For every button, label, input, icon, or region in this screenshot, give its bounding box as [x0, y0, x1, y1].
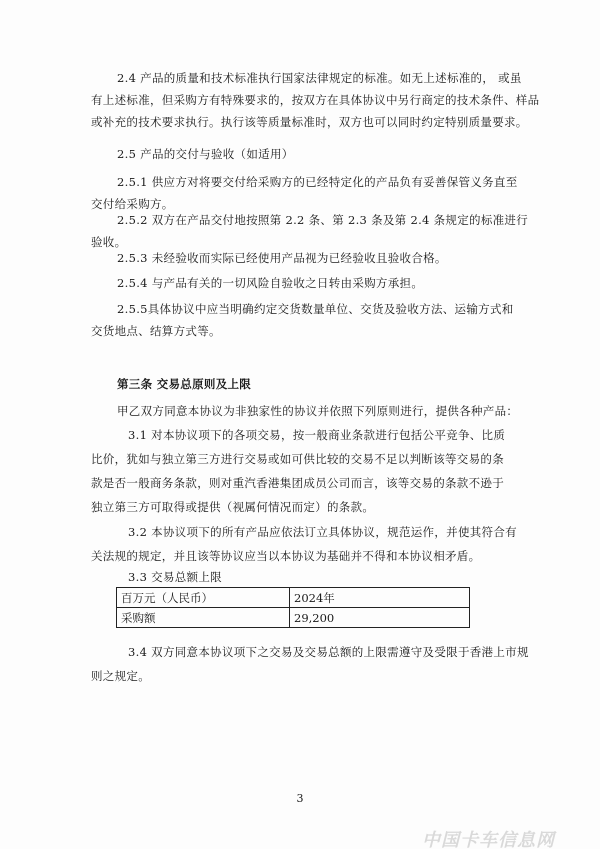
table-row-value: 29,200 — [290, 608, 470, 628]
table-row — [117, 588, 470, 608]
watermark-logo: 中国卡车信息网 — [422, 830, 555, 851]
clause-2-5-5-line-1: 2.5.5具体协议中应当明确约定交货数量单位、交货及验收方法、运输方式和 — [117, 302, 514, 316]
clause-2-5-4: 2.5.4 与产品有关的一切风险自验收之日转由采购方承担。 — [117, 276, 424, 290]
clause-2-5-3: 2.5.3 未经验收而实际已经使用产品视为已经验收且验收合格。 — [117, 251, 447, 265]
clause-3-1-line-4: 独立第三方可取得或提供（视属何情况而定）的条款。 — [91, 500, 375, 514]
clause-2-5-1-line-1: 2.5.1 供应方对将要交付给采购方的已经特定化的产品负有妥善保管义务直至 — [117, 175, 518, 189]
table-header-year: 2024年 — [290, 588, 470, 608]
clause-2-5-2-line-2: 验收。 — [91, 235, 127, 249]
clause-3-2-line-2: 关法规的规定，并且该等协议应当以本协议为基础并不得和本协议相矛盾。 — [91, 549, 481, 563]
table-header-unit: 百万元（人民币） — [117, 588, 290, 608]
article-3-heading: 第三条 交易总原则及上限 — [117, 377, 252, 391]
clause-2-4-line-2: 有上述标准，但采购方有特殊要求的，按双方在具体协议中另行商定的技术条件、样品 — [91, 93, 540, 107]
clause-3-3-title: 3.3 交易总额上限 — [128, 570, 222, 584]
table-row-label: 采购额 — [117, 608, 290, 628]
clause-3-1-line-2: 比价，犹如与独立第三方进行交易或如可供比较的交易不足以判断该等交易的条 — [91, 452, 504, 466]
page-number: 3 — [296, 792, 304, 805]
clause-2-4-line-3: 或补充的技术要求执行。执行该等质量标准时，双方也可以同时约定特别质量要求。 — [91, 115, 528, 129]
clause-2-5-2-line-1: 2.5.2 双方在产品交付地按照第 2.2 条、第 2.3 条及第 2.4 条规定的标准进行 — [117, 213, 529, 227]
article-3-intro: 甲乙双方同意本协议为非独家性的协议并依照下列原则进行，提供各种产品： — [117, 404, 519, 418]
clause-2-4-line-1: 2.4 产品的质量和技术标准执行国家法律规定的标准。如无上述标准的， 或虽 — [117, 71, 522, 85]
table-row — [117, 608, 470, 628]
clause-3-4-line-2: 则之规定。 — [91, 669, 150, 683]
clause-2-5-5-line-2: 交货地点、结算方式等。 — [91, 324, 221, 338]
clause-2-5-1-line-2: 交付给采购方。 — [91, 197, 174, 211]
clause-3-1-line-3: 款是否一般商务条款，则对重汽香港集团成员公司而言，该等交易的条款不逊于 — [91, 476, 504, 490]
clause-3-4-line-1: 3.4 双方同意本协议项下之交易及交易总额的上限需遵守及受限于香港上市规 — [128, 645, 529, 659]
clause-3-1-line-1: 3.1 对本协议项下的各项交易，按一般商业条款进行包括公平竞争、比质 — [128, 428, 506, 442]
transaction-cap-table — [116, 587, 470, 628]
clause-3-2-line-1: 3.2 本协议项下的所有产品应依法订立具体协议，规范运作，并使其符合有 — [128, 525, 517, 539]
clause-2-5-title: 2.5 产品的交付与验收（如适用） — [117, 147, 294, 161]
